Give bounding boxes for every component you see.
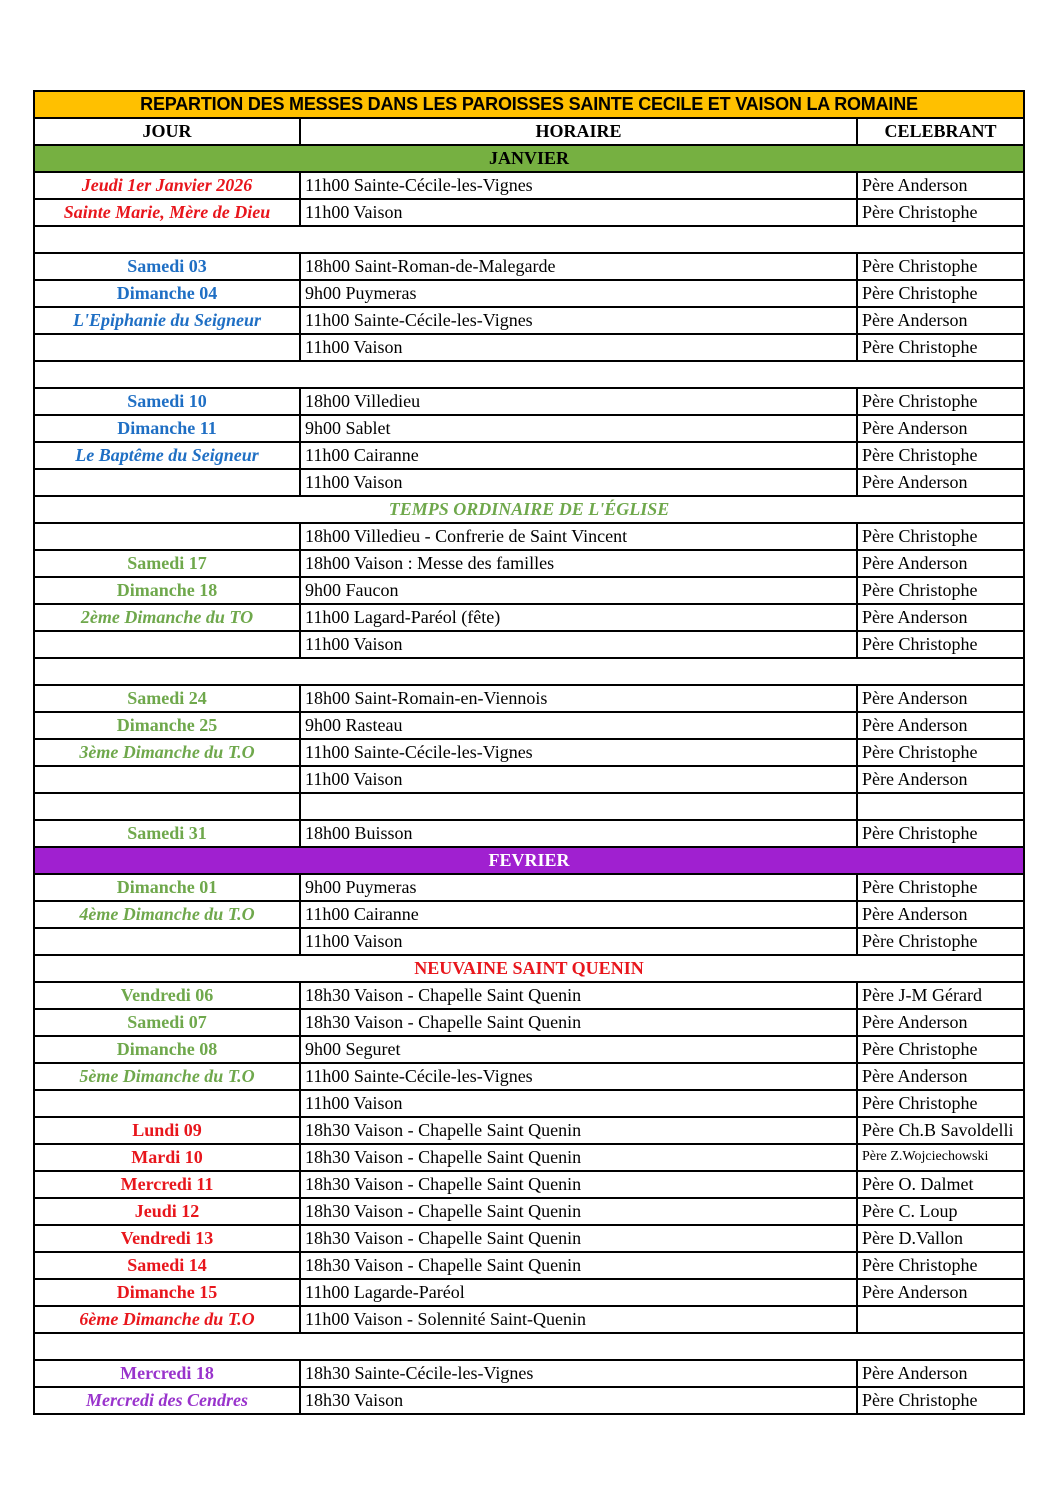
table-row xyxy=(34,1279,1024,1306)
row-horaire: 9h00 Rasteau xyxy=(300,712,857,739)
row-celebrant: Père Anderson xyxy=(857,415,1024,442)
row-jour: Samedi 31 xyxy=(34,820,300,847)
table-row xyxy=(34,712,1024,739)
row-jour: Vendredi 13 xyxy=(34,1225,300,1252)
row-horaire: 11h00 Lagarde-Paréol xyxy=(300,1279,857,1306)
row-horaire: 11h00 Sainte-Cécile-les-Vignes xyxy=(300,739,857,766)
row-celebrant: Père Anderson xyxy=(857,604,1024,631)
row-jour: 3ème Dimanche du T.O xyxy=(34,739,300,766)
row-celebrant: Père Christophe xyxy=(857,577,1024,604)
spacer-cell xyxy=(857,793,1024,820)
table-row xyxy=(34,766,1024,793)
table-row xyxy=(34,1144,1024,1171)
table-row xyxy=(34,523,1024,550)
row-celebrant: Père Christophe xyxy=(857,928,1024,955)
row-horaire: 9h00 Sablet xyxy=(300,415,857,442)
row-jour: Samedi 24 xyxy=(34,685,300,712)
row-celebrant: Père Christophe xyxy=(857,199,1024,226)
spacer-row xyxy=(34,361,1024,388)
table-row xyxy=(34,685,1024,712)
month-band-janvier-row xyxy=(34,145,1024,172)
row-horaire: 18h30 Vaison - Chapelle Saint Quenin xyxy=(300,982,857,1009)
row-horaire: 9h00 Seguret xyxy=(300,1036,857,1063)
row-horaire: 11h00 Sainte-Cécile-les-Vignes xyxy=(300,307,857,334)
row-horaire: 18h30 Vaison - Chapelle Saint Quenin xyxy=(300,1117,857,1144)
row-celebrant: Père Anderson xyxy=(857,1360,1024,1387)
row-jour: Mercredi des Cendres xyxy=(34,1387,300,1414)
section-banner-neuvaine: NEUVAINE SAINT QUENIN xyxy=(34,955,1024,982)
row-celebrant: Père Anderson xyxy=(857,469,1024,496)
row-horaire: 11h00 Lagard-Paréol (fête) xyxy=(300,604,857,631)
row-celebrant: Père Christophe xyxy=(857,820,1024,847)
table-row xyxy=(34,307,1024,334)
row-celebrant: Père Anderson xyxy=(857,172,1024,199)
table-row xyxy=(34,820,1024,847)
table-row xyxy=(34,1171,1024,1198)
row-jour: L'Epiphanie du Seigneur xyxy=(34,307,300,334)
row-jour: Samedi 03 xyxy=(34,253,300,280)
table-row xyxy=(34,172,1024,199)
row-horaire: 11h00 Cairanne xyxy=(300,442,857,469)
table-row xyxy=(34,1009,1024,1036)
table-row xyxy=(34,1036,1024,1063)
table-row xyxy=(34,631,1024,658)
row-jour: Dimanche 11 xyxy=(34,415,300,442)
row-celebrant: Père C. Loup xyxy=(857,1198,1024,1225)
column-header-row xyxy=(34,118,1024,145)
spacer-cell xyxy=(34,793,300,820)
row-horaire: 18h30 Vaison - Chapelle Saint Quenin xyxy=(300,1225,857,1252)
row-horaire: 9h00 Puymeras xyxy=(300,874,857,901)
row-celebrant: Père Christophe xyxy=(857,1387,1024,1414)
row-celebrant: Père Anderson xyxy=(857,901,1024,928)
row-jour: Samedi 14 xyxy=(34,1252,300,1279)
row-horaire: 11h00 Vaison xyxy=(300,469,857,496)
table-row xyxy=(34,415,1024,442)
spacer-cell xyxy=(34,226,1024,253)
row-jour: Dimanche 01 xyxy=(34,874,300,901)
row-horaire: 18h00 Saint-Roman-de-Malegarde xyxy=(300,253,857,280)
month-band-fevrier: FEVRIER xyxy=(34,847,1024,874)
spacer-cell xyxy=(34,658,1024,685)
row-horaire: 18h00 Villedieu xyxy=(300,388,857,415)
row-horaire: 9h00 Faucon xyxy=(300,577,857,604)
row-horaire: 18h00 Vaison : Messe des familles xyxy=(300,550,857,577)
title-row xyxy=(34,91,1024,118)
table-row xyxy=(34,1252,1024,1279)
table-row xyxy=(34,604,1024,631)
row-jour: Jeudi 1er Janvier 2026 xyxy=(34,172,300,199)
row-celebrant: Père Christophe xyxy=(857,739,1024,766)
row-jour: Jeudi 12 xyxy=(34,1198,300,1225)
row-jour: Lundi 09 xyxy=(34,1117,300,1144)
row-horaire: 18h00 Saint-Romain-en-Viennois xyxy=(300,685,857,712)
section-banner-temps-ordinaire: TEMPS ORDINAIRE DE L'ÉGLISE xyxy=(34,496,1024,523)
row-horaire: 9h00 Puymeras xyxy=(300,280,857,307)
row-celebrant: Père Christophe xyxy=(857,874,1024,901)
row-celebrant: Père Ch.B Savoldelli xyxy=(857,1117,1024,1144)
row-jour xyxy=(34,631,300,658)
row-jour: Samedi 17 xyxy=(34,550,300,577)
table-row xyxy=(34,739,1024,766)
row-celebrant: Père Anderson xyxy=(857,1009,1024,1036)
row-horaire: 11h00 Sainte-Cécile-les-Vignes xyxy=(300,1063,857,1090)
spacer-cell xyxy=(300,793,857,820)
table-row xyxy=(34,550,1024,577)
row-jour xyxy=(34,1090,300,1117)
row-celebrant: Père Anderson xyxy=(857,307,1024,334)
spacer-cell xyxy=(34,361,1024,388)
row-horaire: 18h00 Buisson xyxy=(300,820,857,847)
row-horaire: 18h30 Vaison - Chapelle Saint Quenin xyxy=(300,1252,857,1279)
row-celebrant: Père Anderson xyxy=(857,712,1024,739)
row-jour: 6ème Dimanche du T.O xyxy=(34,1306,300,1333)
table-row xyxy=(34,469,1024,496)
row-celebrant: Père Christophe xyxy=(857,523,1024,550)
table-row xyxy=(34,577,1024,604)
table-row xyxy=(34,874,1024,901)
row-horaire: 18h00 Villedieu - Confrerie de Saint Vincent xyxy=(300,523,857,550)
spacer-row xyxy=(34,1333,1024,1360)
row-horaire: 11h00 Vaison xyxy=(300,199,857,226)
row-celebrant: Père Christophe xyxy=(857,1036,1024,1063)
month-band-fevrier-row xyxy=(34,847,1024,874)
row-celebrant: Père O. Dalmet xyxy=(857,1171,1024,1198)
spacer-cell xyxy=(34,1333,1024,1360)
spacer-row xyxy=(34,793,1024,820)
row-jour: Mercredi 11 xyxy=(34,1171,300,1198)
section-banner-row xyxy=(34,955,1024,982)
row-jour: Samedi 07 xyxy=(34,1009,300,1036)
column-header-celebrant: CELEBRANT xyxy=(857,118,1024,145)
table-row xyxy=(34,1117,1024,1144)
spacer-row xyxy=(34,658,1024,685)
row-horaire: 18h30 Vaison - Chapelle Saint Quenin xyxy=(300,1009,857,1036)
row-celebrant: Père Christophe xyxy=(857,280,1024,307)
table-row xyxy=(34,982,1024,1009)
row-horaire: 18h30 Vaison - Chapelle Saint Quenin xyxy=(300,1171,857,1198)
row-horaire: 11h00 Cairanne xyxy=(300,901,857,928)
row-jour: Dimanche 04 xyxy=(34,280,300,307)
row-celebrant: Père D.Vallon xyxy=(857,1225,1024,1252)
row-jour: Dimanche 15 xyxy=(34,1279,300,1306)
row-jour: 5ème Dimanche du T.O xyxy=(34,1063,300,1090)
column-header-jour: JOUR xyxy=(34,118,300,145)
row-jour: Dimanche 25 xyxy=(34,712,300,739)
table-row xyxy=(34,1306,1024,1333)
row-horaire: 18h30 Sainte-Cécile-les-Vignes xyxy=(300,1360,857,1387)
table-row xyxy=(34,1063,1024,1090)
row-horaire: 11h00 Vaison xyxy=(300,334,857,361)
row-jour: Mardi 10 xyxy=(34,1144,300,1171)
document-title: REPARTION DES MESSES DANS LES PAROISSES SAINTE CECILE ET VAISON LA ROMAINE xyxy=(34,91,1024,118)
row-jour: Sainte Marie, Mère de Dieu xyxy=(34,199,300,226)
table-row xyxy=(34,388,1024,415)
row-celebrant: Père Christophe xyxy=(857,334,1024,361)
row-jour: Le Baptême du Seigneur xyxy=(34,442,300,469)
table-row xyxy=(34,1198,1024,1225)
row-celebrant: Père Anderson xyxy=(857,1279,1024,1306)
row-jour: 4ème Dimanche du T.O xyxy=(34,901,300,928)
row-jour: 2ème Dimanche du TO xyxy=(34,604,300,631)
row-celebrant: Père J-M Gérard xyxy=(857,982,1024,1009)
table-row xyxy=(34,928,1024,955)
row-celebrant: Père Christophe xyxy=(857,442,1024,469)
table-row xyxy=(34,442,1024,469)
row-jour: Mercredi 18 xyxy=(34,1360,300,1387)
row-jour xyxy=(34,928,300,955)
table-row xyxy=(34,1225,1024,1252)
row-jour xyxy=(34,469,300,496)
row-celebrant: Père Anderson xyxy=(857,1063,1024,1090)
row-celebrant: Père Anderson xyxy=(857,766,1024,793)
row-horaire: 11h00 Vaison xyxy=(300,766,857,793)
row-horaire: 18h30 Vaison xyxy=(300,1387,857,1414)
row-horaire: 11h00 Vaison - Solennité Saint-Quenin xyxy=(300,1306,857,1333)
month-band-janvier: JANVIER xyxy=(34,145,1024,172)
row-celebrant: Père Z.Wojciechowski xyxy=(857,1144,1024,1171)
row-jour: Samedi 10 xyxy=(34,388,300,415)
row-celebrant: Père Christophe xyxy=(857,631,1024,658)
row-jour: Dimanche 08 xyxy=(34,1036,300,1063)
table-row xyxy=(34,1360,1024,1387)
row-celebrant: Père Christophe xyxy=(857,1090,1024,1117)
row-celebrant: Père Christophe xyxy=(857,253,1024,280)
table-row xyxy=(34,253,1024,280)
row-jour xyxy=(34,766,300,793)
section-banner-row xyxy=(34,496,1024,523)
table-row xyxy=(34,280,1024,307)
row-horaire: 18h30 Vaison - Chapelle Saint Quenin xyxy=(300,1198,857,1225)
row-celebrant: Père Christophe xyxy=(857,388,1024,415)
table-row xyxy=(34,1387,1024,1414)
row-celebrant: Père Anderson xyxy=(857,550,1024,577)
column-header-horaire: HORAIRE xyxy=(300,118,857,145)
table-row xyxy=(34,1090,1024,1117)
table-row xyxy=(34,901,1024,928)
row-horaire: 11h00 Vaison xyxy=(300,928,857,955)
row-horaire: 11h00 Sainte-Cécile-les-Vignes xyxy=(300,172,857,199)
row-jour xyxy=(34,334,300,361)
table-row xyxy=(34,199,1024,226)
row-jour xyxy=(34,523,300,550)
mass-schedule-table xyxy=(33,90,1025,1415)
row-celebrant: Père Anderson xyxy=(857,685,1024,712)
row-horaire: 11h00 Vaison xyxy=(300,631,857,658)
row-horaire: 18h30 Vaison - Chapelle Saint Quenin xyxy=(300,1144,857,1171)
spacer-row xyxy=(34,226,1024,253)
row-horaire: 11h00 Vaison xyxy=(300,1090,857,1117)
row-jour: Vendredi 06 xyxy=(34,982,300,1009)
row-jour: Dimanche 18 xyxy=(34,577,300,604)
row-celebrant xyxy=(857,1306,1024,1333)
row-celebrant: Père Christophe xyxy=(857,1252,1024,1279)
table-row xyxy=(34,334,1024,361)
